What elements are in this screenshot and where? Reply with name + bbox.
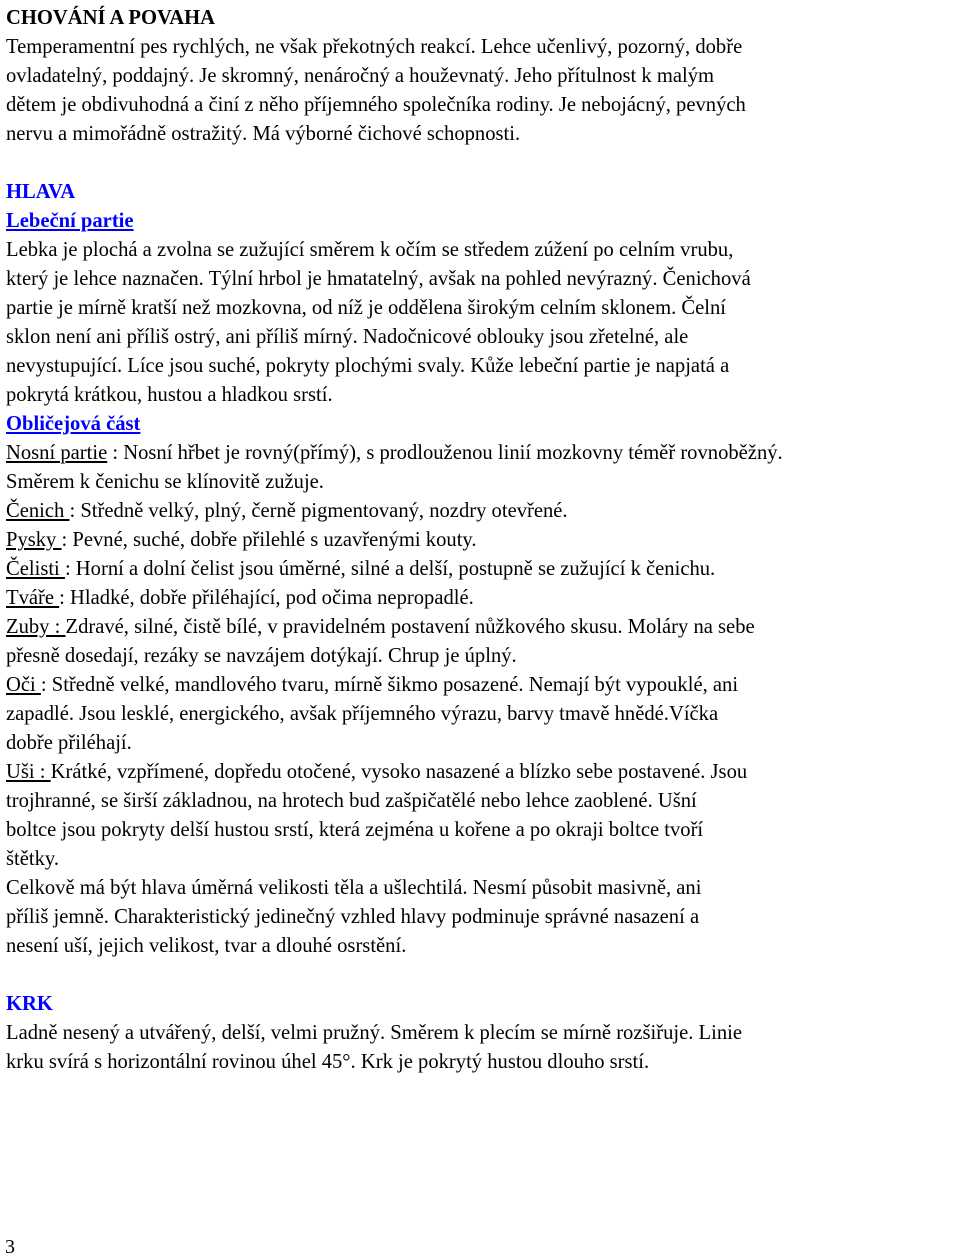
page-number: 3 [5,1236,15,1258]
paragraph-line: Celkově má být hlava úměrná velikosti těla a ušlechtilá. Nesmí působit masivně, ani [6,877,702,899]
term-line-zuby [6,613,954,642]
spacer [6,149,954,178]
term-label: Čelisti [6,558,65,580]
term-text: : Pevné, suché, dobře přilehlé s uzavřenými kouty. [61,529,477,551]
spacer [6,961,954,990]
term-label: Čenich [6,500,70,522]
paragraph-line: dětem je obdivuhodná a činí z něho příjemného společníka rodiny. Je nebojácný, pevných [6,94,746,116]
paragraph-line: příliš jemně. Charakteristický jedinečný vzhled hlavy podminuje správné nasazení a [6,906,700,928]
term-text: Zdravé, silné, čistě bílé, v pravidelném postavení nůžkového skusu. Moláry na sebe [65,616,755,638]
section-heading-krk: KRK [6,993,53,1015]
paragraph-line: přesně dosedají, rezáky se navzájem dotýkají. Chrup je úplný. [6,645,517,667]
term-line-cenich [6,497,954,526]
term-text: : Hladké, dobře přiléhající, pod očima nepropadlé. [59,587,474,609]
subheading-lebecni-partie: Lebeční partie [6,210,134,232]
term-line-pysky [6,526,954,555]
term-label: Zuby : [6,616,66,638]
paragraph-line: trojhranné, se širší základnou, na hrotech bud zašpičatělé nebo lehce zaoblené. Ušní [6,790,697,812]
paragraph-line: nevystupující. Líce jsou suché, pokryty plochými svaly. Kůže lebeční partie je napjatá a [6,355,730,377]
term-text: : Horní a dolní čelist jsou úměrné, silné a delší, postupně se zužující k čenichu. [64,558,716,580]
paragraph-line: nervu a mimořádně ostražitý. Má výborné čichové schopnosti. [6,123,521,145]
paragraph-line: nesení uší, jejich velikost, tvar a dlouhé osrstění. [6,935,407,957]
paragraph-line: sklon není ani příliš ostrý, ani příliš mírný. Nadočnicové oblouky jsou zřetelné, ale [6,326,689,348]
term-label: Pysky [6,529,62,551]
term-label: Tváře [6,587,60,609]
term-text: : Středně velký, plný, černě pigmentovaný, nozdry otevřené. [69,500,568,522]
term-label: Uši : [6,761,51,783]
paragraph-line: Směrem k čenichu se klínovitě zužuje. [6,471,324,493]
paragraph-line: Lebka je plochá a zvolna se zužující směrem k očím se středem zúžení po celním vrubu, [6,239,734,261]
term-text: : Nosní hřbet je rovný(přímý), s prodlouženou linií mozkovny téměř rovnoběžný. [107,442,783,464]
paragraph-line: ovladatelný, poddajný. Je skromný, nenáročný a houževnatý. Jeho přítulnost k malým [6,65,715,87]
paragraph-line: pokrytá krátkou, hustou a hladkou srstí. [6,384,333,406]
term-line-usi [6,758,954,787]
term-line-celisti [6,555,954,584]
term-text: Krátké, vzpřímené, dopředu otočené, vysoko nasazené a blízko sebe postavené. Jsou [50,761,748,783]
paragraph-line: štětky. [6,848,60,870]
paragraph-line: Ladně nesený a utvářený, delší, velmi pružný. Směrem k plecím se mírně rozšiřuje. Linie [6,1022,742,1044]
term-line-nosni-partie [6,439,954,468]
paragraph-line: partie je mírně kratší než mozkovna, od níž je oddělena širokým celním sklonem. Čelní [6,297,727,319]
term-text: : Středně velké, mandlového tvaru, mírně šikmo posazené. Nemají být vypouklé, ani [40,674,739,696]
paragraph-line: který je lehce naznačen. Týlní hrbol je hmatatelný, avšak na pohled nevýrazný. Čenichová [6,268,751,290]
term-label: Oči [6,674,41,696]
term-line-oci [6,671,954,700]
paragraph-line: Temperamentní pes rychlých, ne však překotných reakcí. Lehce učenlivý, pozorný, dobře [6,36,743,58]
paragraph-line: krku svírá s horizontální rovinou úhel 45°. Krk je pokrytý hustou dlouho srstí. [6,1051,650,1073]
term-line-tvare [6,584,954,613]
paragraph-line: boltce jsou pokryty delší hustou srstí, která zejména u kořene a po okraji boltce tvoří [6,819,704,841]
section-heading-chovani: CHOVÁNÍ A POVAHA [6,7,216,29]
paragraph-line: dobře přiléhají. [6,732,132,754]
paragraph-line: zapadlé. Jsou lesklé, energického, avšak příjemného výrazu, barvy tmavě hnědé.Víčka [6,703,719,725]
section-heading-hlava: HLAVA [6,181,76,203]
term-label: Nosní partie [6,442,108,464]
subheading-oblicejova-cast: Obličejová část [6,413,141,435]
document-page [6,4,954,1077]
